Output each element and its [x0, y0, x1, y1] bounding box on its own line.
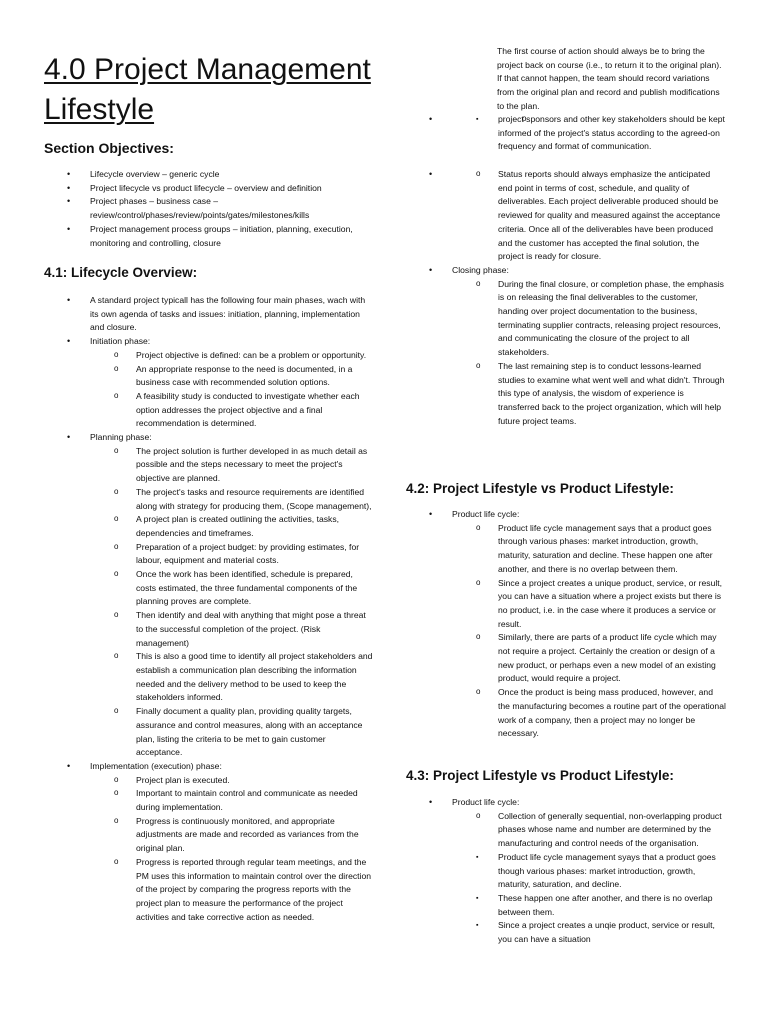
list-item: o This is also a good time to identify all project stakeholders and establish a communication plan describing the information needed and the delivery method to be used to keep the stakeholders informed. — [44, 650, 374, 705]
list-item: o Progress is continuously monitored, and appropriate adjustments are made and recorded as variances from the original plan. — [44, 815, 374, 856]
list-item: o Product life cycle management says that a product goes through various phases: market introduction, growth, maturity, saturation and decline. These happen one after another, and there is no overlap between them. — [406, 522, 726, 577]
list-item: o Important to maintain control and communicate as needed during implementation. — [44, 787, 374, 814]
list-item-product-life-cycle — [406, 508, 726, 741]
list-item: o Similarly, there are parts of a product life cycle which may not require a project. Certainly the creation or design of a new product, or perhaps even a new model of an existing product, would require a project. — [406, 631, 726, 686]
section-4-3-body — [406, 796, 726, 947]
planning-label: Planning phase: — [90, 432, 152, 443]
list-item: o Project plan is executed. — [44, 774, 374, 788]
list-item-initiation — [44, 335, 374, 431]
list-item: o During the final closure, or completion phase, the emphasis is on releasing the final deliverables to the customer, handing over project documentation to the business, terminating supplier contracts, releasing project resources, and communicating the closure of the project to all stakeholders. — [406, 278, 726, 360]
list-item: o Once the product is being mass produced, however, and the manufacturing becomes a routine part of the operational work of a company, then a project may no longer be necessary. — [406, 686, 726, 741]
list-item: o The project solution is further developed in as much detail as possible and the steps necessary to meet the project's objective are planned. — [44, 445, 374, 486]
list-item: • Project management process groups – initiation, planning, execution, monitoring and controlling, closure — [44, 223, 379, 250]
initiation-label: Initiation phase: — [90, 336, 151, 347]
list-item: o The last remaining step is to conduct lessons-learned studies to examine what went well and what didn't. Through this type of analysis, the wisdom of experience is transferred back to the project organization, which will help future project teams. — [406, 360, 726, 429]
nested-group — [406, 113, 726, 154]
list-item: o Once the work has been identified, schedule is prepared, costs estimated, the three fundamental components of the planning proves are complete. — [44, 568, 374, 609]
list-item: o Progress is reported through regular team meetings, and the PM uses this information to maintain control over the direction of the project by comparing the progress reports with the project plan to measure the performance of the project activities and take corrective action as needed. — [44, 856, 374, 925]
list-item: ▪ Since a project creates a unqie product, service or result, you can have a situation — [360, 919, 726, 946]
status-wrapper — [406, 168, 726, 264]
implementation-label: Implementation (execution) phase: — [90, 760, 222, 771]
right-status-list — [406, 168, 726, 428]
list-item: o • Status reports should always emphasize the anticipated end point in terms of cost, schedule, and quality of deliverables. Each project deliverable produced should be reviewed for quality and measured against the acceptance criteria. Once all of the deliverables have been produced and the customer has accepted the final solution, the project is ready for closure. — [406, 168, 726, 264]
section-4-2-heading: 4.2: Project Lifestyle vs Product Lifestyle: — [406, 481, 674, 496]
list-item: o An appropriate response to the need is documented, in a business case with recommended solution options. — [44, 363, 374, 390]
list-item: o Project objective is defined: can be a problem or opportunity. — [44, 349, 374, 363]
right-top-list — [406, 113, 726, 154]
list-item-text: Collection of generally sequential, non-overlapping product phases whose name and number are determined by the manufacturing and control needs of the organisation. — [498, 810, 722, 849]
closing-label: Closing phase: — [452, 264, 509, 275]
list-item-implementation — [44, 760, 374, 924]
section-4-3-heading: 4.3: Project Lifestyle vs Product Lifestyle: — [406, 768, 674, 783]
product-life-cycle-label: Product life cycle: — [452, 797, 520, 807]
nested-wrapper — [452, 113, 726, 154]
section-4-2-body — [406, 508, 726, 741]
list-item: ▪ These happen one after another, and there is no overlap between them. — [360, 892, 726, 919]
list-item: ▪ o • project sponsors and other key stakeholders should be kept informed of the project's status according to the agreed-on frequency and format of communication. — [360, 113, 726, 154]
list-item: o Then identify and deal with anything that might pose a threat to the successful completion of the project. (Risk management) — [44, 609, 374, 650]
product-life-cycle-label: Product life cycle: — [452, 509, 520, 519]
list-item: o Preparation of a project budget: by providing estimates, for labour, equipment and material costs. — [44, 541, 374, 568]
section-4-1-body — [44, 294, 374, 924]
list-item: • Project lifecycle vs product lifecycle – overview and definition — [44, 182, 379, 196]
list-item — [406, 810, 726, 947]
section-objectives-heading: Section Objectives: — [44, 140, 174, 156]
list-item: o Finally document a quality plan, providing quality targets, assurance and control measures, along with an acceptance plan, listing the criteria to be met to gain customer acceptance. — [44, 705, 374, 760]
list-item-planning — [44, 431, 374, 760]
list-item: o The project's tasks and resource requirements are identified along with strategy for producing them, (Scope management), — [44, 486, 374, 513]
continuation-paragraph: The first course of action should always be to bring the project back on course (i.e., to return it to the original plan). If that cannot happen, the team should record variations from the original plan and record and publish modifications to the plan. — [497, 46, 722, 111]
list-item: ▪ Product life cycle management syays that a product goes though various phases: market introduction, growth, maturity, saturation, and decline. — [360, 851, 726, 892]
list-item: o A project plan is created outlining the activities, tasks, dependencies and timeframes. — [44, 513, 374, 540]
list-item: • A standard project typicall has the following four main phases, wach with its own agenda of tasks and issues: initiation, planning, implementation and closure. — [44, 294, 374, 335]
section-4-1-heading: 4.1: Lifecycle Overview: — [44, 265, 198, 280]
list-item: • Project phases – business case – review/control/phases/review/points/gates/milestones/kills — [44, 195, 379, 222]
list-item-closing — [406, 264, 726, 428]
list-item-product-life-cycle — [406, 796, 726, 947]
section-objectives-list — [44, 168, 379, 250]
list-item: • Lifecycle overview – generic cycle — [44, 168, 379, 182]
list-item: o Since a project creates a unique product, service, or result, you can have a situation where a project exists but there is no product, i.e. in the case where it produces a service or result. — [406, 577, 726, 632]
document-title: 4.0 Project Management Lifestyle — [44, 53, 371, 126]
list-item: o A feasibility study is conducted to investigate whether each option addresses the project objective and a final recommendation is determined. — [44, 390, 374, 431]
